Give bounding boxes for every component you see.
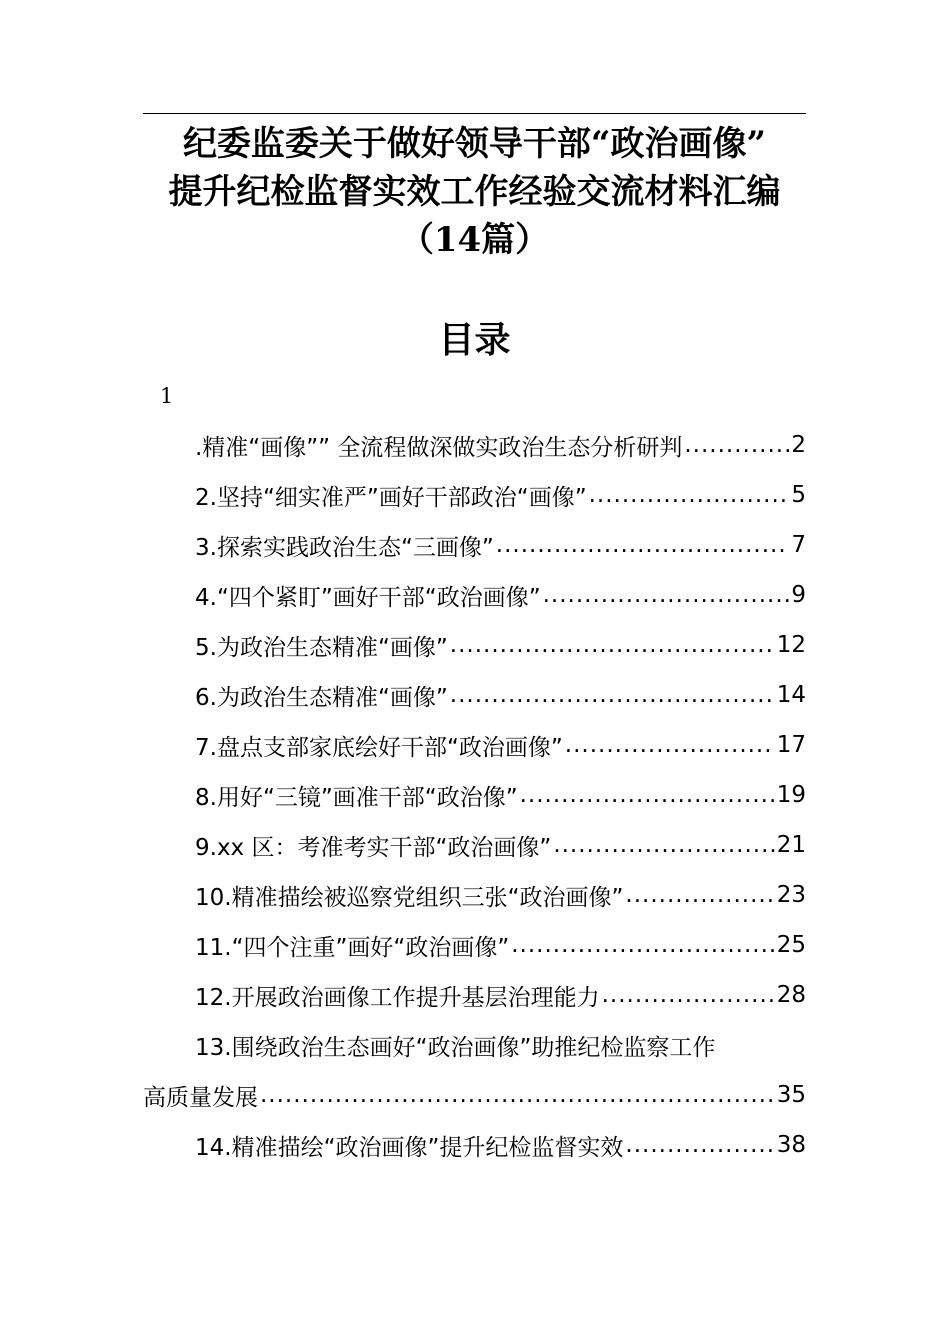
table-of-contents bbox=[143, 420, 806, 1170]
toc-entry-title: 6.为政治生态精准“画像” bbox=[195, 684, 448, 711]
toc-leader-dots bbox=[684, 432, 789, 458]
toc-entry-page: 12 bbox=[776, 632, 806, 658]
toc-leader-dots bbox=[602, 982, 775, 1008]
toc-leader-dots bbox=[260, 1082, 775, 1108]
toc-leader-dots bbox=[565, 732, 775, 758]
toc-entry-title: 12.开展政治画像工作提升基层治理能力 bbox=[195, 984, 600, 1011]
toc-entry-title: 14.精准描绘“政治画像”提升纪检监督实效 bbox=[195, 1134, 624, 1161]
toc-entry-title: 13.围绕政治生态画好“政治画像”助推纪检监察工作 bbox=[195, 1034, 716, 1061]
toc-entry-page: 5 bbox=[791, 482, 806, 508]
toc-leader-dots bbox=[450, 682, 775, 708]
toc-entry-title: 9.xx 区：考准考实干部“政治画像” bbox=[195, 834, 552, 861]
toc-leader-dots bbox=[511, 932, 774, 958]
top-rule bbox=[143, 113, 806, 114]
toc-entry[interactable] bbox=[143, 970, 806, 1020]
toc-entry[interactable] bbox=[143, 1120, 806, 1170]
toc-entry-title: 5.为政治生态精准“画像” bbox=[195, 634, 448, 661]
toc-entry[interactable] bbox=[143, 420, 806, 470]
toc-entry-title: 3.探索实践政治生态“三画像” bbox=[195, 534, 494, 561]
toc-entry[interactable] bbox=[143, 870, 806, 920]
toc-entry[interactable] bbox=[143, 470, 806, 520]
toc-leader-dots bbox=[625, 1132, 774, 1158]
toc-entry[interactable] bbox=[143, 570, 806, 620]
toc-leader-dots bbox=[496, 532, 790, 558]
toc-entry-page: 14 bbox=[776, 682, 806, 708]
toc-entry[interactable] bbox=[143, 670, 806, 720]
toc-entry-title: 8.用好“三镜”画准干部“政治像” bbox=[195, 784, 518, 811]
toc-entry-page: 17 bbox=[776, 732, 806, 758]
toc-entry[interactable] bbox=[143, 820, 806, 870]
toc-entry-wrapped-line-1[interactable] bbox=[143, 1020, 806, 1070]
toc-entry-page: 19 bbox=[776, 782, 806, 808]
toc-entry-page: 23 bbox=[776, 882, 806, 908]
toc-entry[interactable] bbox=[143, 520, 806, 570]
toc-entry-page: 21 bbox=[776, 832, 806, 858]
toc-entry[interactable] bbox=[143, 620, 806, 670]
list-marker: 1 bbox=[160, 384, 174, 408]
toc-entry-title: 10.精准描绘被巡察党组织三张“政治画像” bbox=[195, 884, 624, 911]
toc-entry-page: 9 bbox=[791, 582, 806, 608]
toc-entry-title: 4.“四个紧盯”画好干部“政治画像” bbox=[195, 584, 541, 611]
toc-entry[interactable] bbox=[143, 920, 806, 970]
toc-entry-title: 11.“四个注重”画好“政治画像” bbox=[195, 934, 510, 961]
toc-entry-page: 7 bbox=[791, 532, 806, 558]
title-line-3: （14篇） bbox=[399, 220, 550, 260]
toc-entry-wrapped-line-2[interactable] bbox=[143, 1070, 806, 1120]
toc-entry-page: 35 bbox=[776, 1082, 806, 1108]
toc-entry-title: 2.坚持“细实准严”画好干部政治“画像” bbox=[195, 484, 587, 511]
toc-leader-dots bbox=[589, 482, 790, 508]
title-line-1: 纪委监委关于做好领导干部“政治画像” bbox=[182, 124, 767, 164]
toc-leader-dots bbox=[450, 632, 775, 658]
toc-entry-page: 38 bbox=[776, 1132, 806, 1158]
title-line-2: 提升纪检监督实效工作经验交流材料汇编 bbox=[168, 172, 781, 212]
toc-entry[interactable] bbox=[143, 720, 806, 770]
toc-entry[interactable] bbox=[143, 770, 806, 820]
toc-entry-page: 28 bbox=[776, 982, 806, 1008]
toc-entry-title-continued: 高质量发展 bbox=[143, 1084, 258, 1111]
toc-entry-page: 25 bbox=[776, 932, 806, 958]
document-title bbox=[143, 120, 806, 264]
toc-leader-dots bbox=[543, 582, 790, 608]
toc-entry-title: .精准“画像”” 全流程做深做实政治生态分析研判 bbox=[195, 434, 683, 461]
toc-heading: 目录 bbox=[438, 319, 511, 361]
toc-entry-title: 7.盘点支部家底绘好干部“政治画像” bbox=[195, 734, 563, 761]
toc-leader-dots bbox=[625, 882, 774, 908]
toc-leader-dots bbox=[520, 782, 775, 808]
toc-entry-page: 2 bbox=[791, 432, 806, 458]
toc-leader-dots bbox=[553, 832, 774, 858]
